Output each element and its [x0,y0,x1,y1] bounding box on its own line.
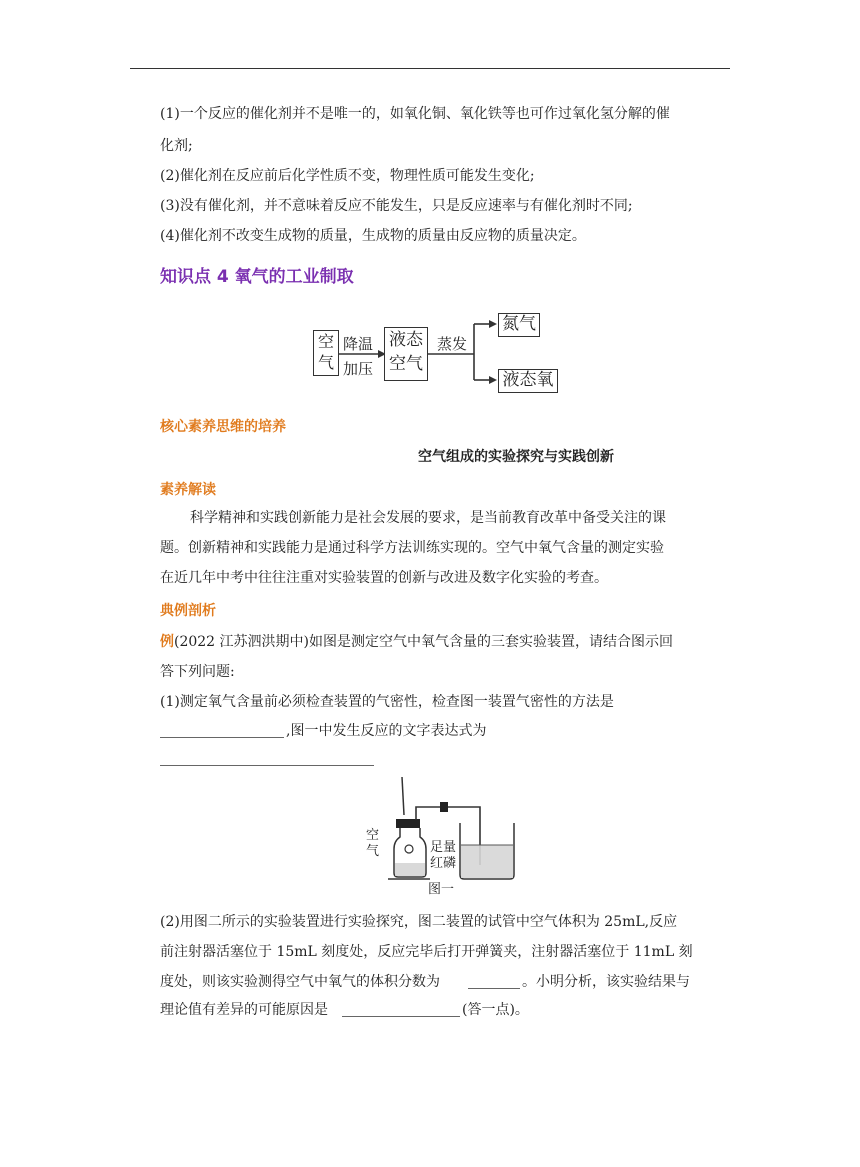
liquid-air-line2: 空气 [389,354,423,374]
interpretation-line-1: 科学精神和实践创新能力是社会发展的要求，是当前教育改革中备受关注的课 [190,510,666,526]
figure-1-sufficient-label: 足量 [430,840,457,855]
figure-1-red-phosphorus-label: 红磷 [430,856,457,871]
example-line-2: 答下列问题: [160,664,235,680]
figure-1-caption-label: 图一 [428,882,455,897]
pressurize-label: 加压 [343,360,374,378]
interpretation-heading: 素养解读 [160,482,216,498]
liquid-air-box [384,327,428,381]
nitrogen-text: 氮气 [502,314,536,334]
nitrogen-box [498,313,540,337]
question-2-line-3a: 度处，则该实验测得空气中氧气的体积分数为 [160,974,440,990]
figure-1-air-label: 空气 [366,828,380,859]
clamp-icon [440,802,448,812]
question-2-line-4b: (答一点)。 [462,1002,529,1018]
note-line-3: (2)催化剂在反应前后化学性质不变，物理性质可能发生变化; [160,168,535,184]
note-line-2: 化剂; [160,138,193,154]
liquid-oxygen-text: 液态氧 [502,370,554,390]
interpretation-line-3: 在近几年中考中往往注重对实验装置的创新与改进及数字化实验的考查。 [160,570,608,586]
question-2-line-4a: 理论值有差异的可能原因是 [160,1002,328,1018]
interpretation-line-2: 题。创新精神和实践能力是通过科学方法训练实现的。空气中氧气含量的测定实验 [160,540,664,556]
note-line-5: (4)催化剂不改变生成物的质量，生成物的质量由反应物的质量决定。 [160,228,586,244]
section-title: 知识点 4 氧气的工业制取 [160,267,354,287]
question-1-line-2: ,图一中发生反应的文字表达式为 [286,723,487,739]
figure-1-apparatus [360,775,520,893]
air-text: 空气 [317,332,334,372]
example-tag: 例 [160,634,174,650]
answer-blank-2[interactable] [160,765,374,766]
cool-label: 降温 [343,335,374,353]
note-line-4: (3)没有催化剂，并不意味着反应不能发生，只是反应速率与有催化剂时不同; [160,198,633,214]
question-1-line-1: (1)测定氧气含量前必须检查装置的气密性，检查图一装置气密性的方法是 [160,694,614,710]
question-2-line-2: 前注射器活塞位于 15mL 刻度处，反应完毕后打开弹簧夹，注射器活塞位于 11mL 刻 [160,944,693,960]
example-heading: 典例剖析 [160,603,216,619]
note-line-1: (1)一个反应的催化剂并不是唯一的，如氧化铜、氧化铁等也可作过氧化氢分解的催 [160,106,670,122]
core-subtitle: 空气组成的实验探究与实践创新 [418,449,614,465]
core-heading: 核心素养思维的培养 [160,419,286,435]
question-2-line-3b: 。小明分析，该实验结果与 [522,974,690,990]
liquid-oxygen-box [498,369,558,393]
flow-arrows [0,0,860,420]
question-2-line-1: (2)用图二所示的实验装置进行实验探究，图二装置的试管中空气体积为 25mL,反应 [160,914,678,930]
answer-blank-3[interactable] [468,988,520,989]
answer-blank-4[interactable] [342,1016,460,1017]
liquid-air-line1: 液态 [389,330,423,350]
example-line-1-text: (2022 江苏泗洪期中)如图是测定空气中氧气含量的三套实验装置，请结合图示回 [174,634,674,650]
air-box [313,330,339,376]
evaporate-label: 蒸发 [437,335,468,353]
stopper-icon [396,819,420,828]
answer-blank-1[interactable] [160,737,284,738]
example-line-1 [160,632,673,652]
